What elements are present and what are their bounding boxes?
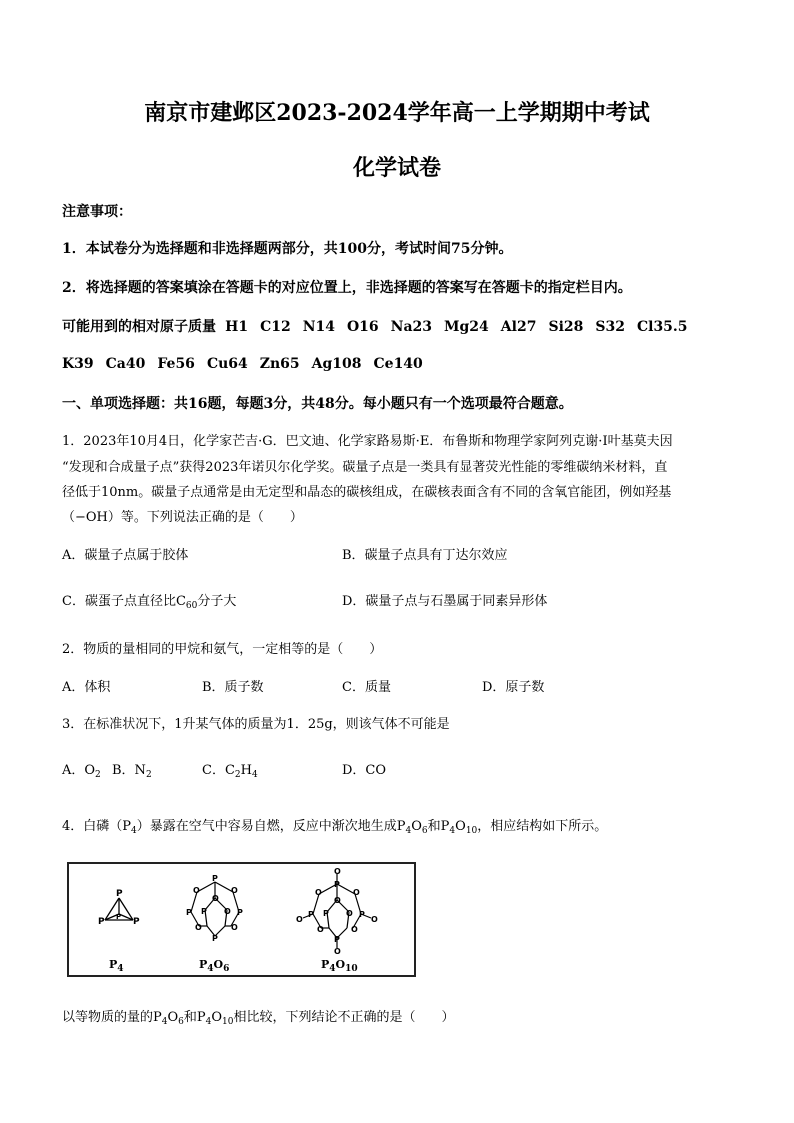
p4o10-label-sub-2: 10: [345, 964, 358, 974]
q1-stem-line-4: （−OH）等。下列说法正确的是（ ）: [62, 510, 303, 525]
q2-option-c: C．质量: [342, 680, 391, 695]
phosphorus-atom-label: P: [116, 913, 122, 921]
q2-option-a: A．体积: [62, 680, 111, 695]
q1-option-a: A．碳量子点属于胶体: [62, 548, 189, 563]
q1-stem-line-2: “发现和合成量子点”获得2023年诺贝尔化学奖。碳量子点是一类具有显著荧光性能的零维碳纳米材料，直: [62, 460, 668, 475]
atomic-mass-entry-4: Zn65: [259, 356, 300, 372]
phosphorus-atom-label: P: [201, 907, 207, 916]
q4-follow-text: O: [211, 1010, 223, 1025]
q4-follow-sub: 4: [205, 1017, 212, 1027]
q3-option-b: [112, 759, 152, 778]
oxygen-atom-label: O: [193, 886, 200, 895]
q1-option-b: B．碳量子点具有丁达尔效应: [342, 548, 508, 563]
q1-option-c-text-2: 分子大: [197, 594, 237, 609]
oxygen-atom-label: O: [315, 888, 322, 897]
phosphorus-atom-label: P: [334, 880, 340, 889]
p4o6-structure-diagram: [177, 870, 257, 952]
atomic-mass-entry-6: Ce140: [373, 356, 423, 372]
oxygen-atom-label: O: [231, 886, 238, 895]
phosphorus-atom-label: P: [212, 934, 218, 943]
p4-label: [109, 958, 124, 974]
atomic-mass-entry-6: Al27: [500, 319, 537, 335]
atomic-mass-entry-3: Cu64: [206, 356, 248, 372]
q3-option-a-text: A．O: [62, 763, 96, 778]
q4-stem: [62, 815, 607, 834]
oxygen-atom-label: O: [371, 915, 378, 924]
p4o6-label-sub: 4: [207, 964, 214, 974]
q1-option-c-text: C．碳蛋子点直径比C: [62, 594, 186, 609]
p4-label-sub: 4: [117, 964, 124, 974]
notice-heading: 注意事项：: [62, 204, 132, 220]
q4-stem-sub: 10: [465, 826, 478, 836]
q4-stem-text: 和P: [427, 819, 450, 834]
notice-item-2: 2．将选择题的答案填涂在答题卡的对应位置上，非选择题的答案写在答题卡的指定栏目内。: [62, 280, 632, 296]
q1-option-c: [62, 590, 236, 609]
q1-stem-line-1: 1．2023年10月4日，化学家芒吉·G．巴文迪、化学家路易斯·E．布鲁斯和物理学家阿列克谢·I叶基莫夫因: [62, 434, 673, 449]
exam-title: 南京市建邺区2023-2024学年高一上学期期中考试: [144, 100, 650, 126]
q4-follow-text: 以等物质的量的P: [62, 1010, 162, 1025]
q4-stem-sub: 4: [405, 826, 412, 836]
atomic-mass-entry-5: Ag108: [311, 356, 362, 372]
q3-option-c: [202, 759, 258, 778]
p4o6-label-sub-2: 6: [223, 964, 230, 974]
q3-option-c-sub-2: 4: [251, 770, 258, 780]
oxygen-atom-label: O: [334, 867, 341, 876]
q3-option-c-text-2: H: [240, 763, 252, 778]
q1-option-c-sub: 60: [185, 601, 198, 611]
q4-stem-text: ）暴露在空气中容易自燃，反应中渐次地生成P: [136, 819, 406, 834]
oxygen-atom-label: O: [346, 909, 353, 918]
phosphorus-atom-label: P: [308, 910, 314, 919]
q3-option-d: D．CO: [342, 763, 387, 778]
oxygen-atom-label: O: [231, 923, 238, 932]
exam-subtitle: 化学试卷: [352, 155, 441, 181]
section-heading: 一、单项选择题：共16题，每题3分，共48分。每小题只有一个选项最符合题意。: [62, 396, 573, 412]
atomic-mass-entry-7: Si28: [548, 319, 584, 335]
q1-stem-line-3: 径低于10nm。碳量子点通常是由无定型和晶态的碳核组成，在碳核表面含有不同的含氧官能团，例如羟基: [62, 485, 672, 500]
p4o6-label-text-2: O: [213, 958, 224, 971]
phosphorus-atom-label: P: [323, 909, 329, 918]
oxygen-atom-label: O: [353, 888, 360, 897]
q4-follow-sub: 6: [178, 1017, 184, 1027]
phosphorus-atom-label: P: [98, 917, 105, 927]
oxygen-atom-label: O: [317, 925, 324, 934]
oxygen-atom-label: O: [195, 923, 202, 932]
p4o10-label-sub: 4: [329, 964, 336, 974]
q4-stem-text: O: [455, 819, 466, 834]
q3-stem: 3．在标准状况下，1升某气体的质量为1．25g，则该气体不可能是: [62, 717, 450, 732]
oxygen-atom-label: O: [351, 925, 358, 934]
p4o10-structure-diagram: [291, 866, 383, 954]
q2-stem: 2．物质的量相同的甲烷和氨气，一定相等的是（ ）: [62, 642, 383, 657]
q4-stem-text: ，相应结构如下所示。: [477, 819, 608, 834]
molecule-structures-figure: [67, 862, 416, 977]
atomic-mass-list-1: [225, 316, 687, 335]
atomic-mass-entry-9: Cl35.5: [636, 319, 688, 335]
q4-follow-sub: 4: [161, 1017, 168, 1027]
q4-stem-text: O: [411, 819, 422, 834]
atomic-mass-entry-1: C12: [260, 319, 291, 335]
atomic-mass-entry-5: Mg24: [444, 319, 489, 335]
atomic-mass-entry-4: Na23: [390, 319, 433, 335]
oxygen-atom-label: O: [212, 894, 219, 903]
atomic-mass-entry-0: H1: [225, 319, 249, 335]
p4o10-label-text-2: O: [335, 958, 346, 971]
atomic-mass-row-1: [62, 316, 688, 336]
q3-option-c-sub-1: 2: [234, 770, 241, 780]
atomic-mass-entry-2: N14: [302, 319, 335, 335]
p4-structure-diagram: [91, 886, 151, 946]
phosphorus-atom-label: P: [237, 908, 243, 917]
q1-option-d: D．碳量子点与石墨属于同素异形体: [342, 594, 548, 609]
phosphorus-atom-label: P: [133, 917, 140, 927]
p4-label-text: P: [109, 958, 118, 971]
q2-option-d: D．原子数: [482, 680, 545, 695]
atomic-mass-entry-8: S32: [595, 319, 625, 335]
phosphorus-atom-label: P: [116, 889, 123, 899]
oxygen-atom-label: O: [224, 907, 231, 916]
phosphorus-atom-label: P: [334, 935, 340, 944]
q4-follow-sub: 10: [222, 1017, 234, 1027]
p4o6-label-text: P: [199, 958, 208, 971]
q4-follow-up: [62, 1006, 455, 1025]
atomic-mass-list-2: [62, 353, 423, 372]
oxygen-atom-label: O: [334, 947, 341, 954]
atomic-mass-entry-0: K39: [62, 356, 94, 372]
q4-follow-text: 和P: [183, 1010, 206, 1025]
p4o10-label: [321, 958, 358, 974]
atomic-mass-entry-1: Ca40: [105, 356, 146, 372]
q4-stem-text: 4．白磷（P: [62, 819, 132, 834]
q3-option-a: [62, 759, 101, 778]
atomic-mass-entry-2: Fe56: [157, 356, 195, 372]
oxygen-atom-label: O: [296, 915, 303, 924]
phosphorus-atom-label: P: [186, 908, 192, 917]
atomic-mass-intro: 可能用到的相对原子质量: [62, 319, 216, 335]
q2-option-b: B．质子数: [202, 680, 264, 695]
notice-item-1: 1．本试卷分为选择题和非选择题两部分，共100分，考试时间75分钟。: [62, 241, 513, 257]
q3-option-c-text: C．C: [202, 763, 235, 778]
q4-stem-sub: 4: [449, 826, 456, 836]
phosphorus-atom-label: P: [359, 910, 365, 919]
atomic-mass-entry-3: O16: [346, 319, 379, 335]
p4o6-label: [199, 958, 230, 974]
q3-option-b-text: B．N: [112, 763, 146, 778]
q4-stem-sub: 4: [131, 826, 137, 836]
atomic-mass-row-2: [62, 353, 423, 372]
oxygen-atom-label: O: [334, 896, 341, 905]
q4-follow-text: 相比较，下列结论不正确的是（ ）: [233, 1010, 455, 1025]
phosphorus-atom-label: P: [212, 874, 218, 883]
p4o10-label-text: P: [321, 958, 330, 971]
q4-stem-sub: 6: [421, 826, 428, 836]
q4-follow-text: O: [167, 1010, 179, 1025]
q3-option-a-sub: 2: [95, 770, 101, 780]
q3-option-b-sub: 2: [145, 770, 152, 780]
